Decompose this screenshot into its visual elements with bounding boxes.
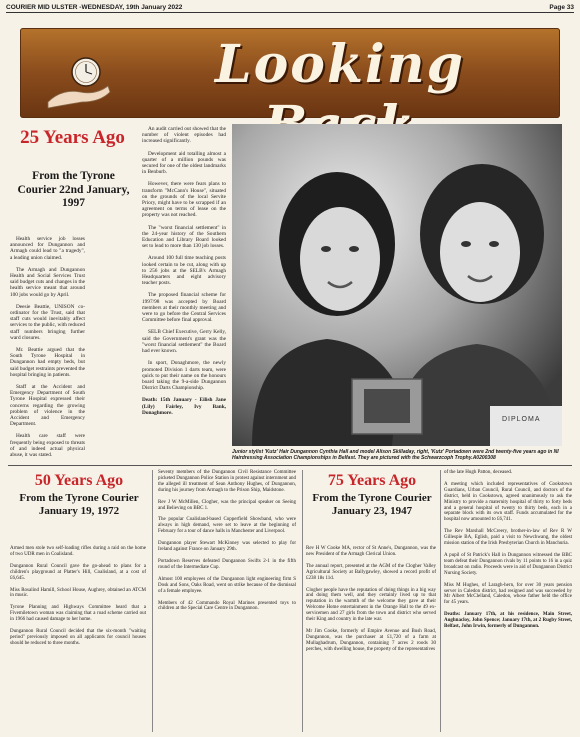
paragraph: Miss Rosalind Hamill, School House, Aughrey, obtained an ATCM in music. <box>10 587 146 599</box>
paragraph: The popular Coalisland-based Copperfield Showband, who were always in high demand, were set to leave at the beginning of February for a tour of dance halls in Manchester and Liverpool. <box>158 517 296 535</box>
archive-photo <box>232 124 562 446</box>
paragraph: Miss M Hughes, of Laragh-hern, for over 30 years pension server in Caledon district, had resigned and was succeeded by Mr Albert McClelland, Caledon, whose father held the office for 45 years. <box>444 582 572 606</box>
paragraph: A pupil of St Patrick's Hall in Dungannon witnessed the BBC team defeat their Dungannon rivals by 11 points to 16 in a quiz broadcast on radio. Proceeds were in aid of Dungannon District Nursing Society. <box>444 552 572 576</box>
diploma-sign: DIPLOMA <box>502 416 541 423</box>
paragraph: Mr. Beattie argued that the South Tyrone Hospital in Dungannon had empty beds, but said budget restraints prevented the hospital bringing in patients. <box>10 347 86 378</box>
photo-caption: Junior stylist 'Kutz' Hair Dungannon Cynthia Hall and model Alison Skilladay, right, 'Kutz' Portadown were 2nd twenty-five years ago in NI Hairdressing Association Championships in Belfast. They are pictured with the Schwarzcoph Trophy.A0200308 <box>232 449 559 461</box>
paragraph: The proposed financial scheme for 1997/98 was accepted by Board members at their monthly meeting and were to go before the Central Services Committee before final approval. <box>142 292 226 324</box>
subhead-75-years: From the Tyrone Courier January 23, 1947 <box>312 492 432 517</box>
paragraph: Development aid totalling almost a quarter of a million pounds was secured for one of the oldest landmarks in Benburb. <box>142 150 226 176</box>
column-50-right <box>158 470 296 618</box>
paragraph: Mr Jim Cooke, formerly of Empire Avenue and Bush Road, Dungannon, was the purchaser at £1,720 of a farm at Mullaghadrum, Dungannon, containing 7 acres 2 roods 30 perches, with dwelling house, the property of the representatives <box>306 628 436 652</box>
page-header <box>6 2 574 13</box>
subhead-25-years: From the Tyrone Courier 22nd January, 1997 <box>17 170 130 209</box>
column-25-left <box>10 236 85 464</box>
paragraph: SELB Chief Executive, Gerry Kelly, said the Government's grant was the "worst financial settlement" the Board had ever known. <box>142 329 226 355</box>
paragraph: In sport, Donaghmore, the newly promoted Division 1 darts team, were quick to put their name on the honours board taking the 9-a-side Dungannon District Darts Championship. <box>142 360 226 392</box>
paragraph: Tyrone Planning and Highways Committee heard that a Fivemiletown woman was claiming that a road scheme carried out in 1966 had caused damage to her home. <box>10 605 146 623</box>
paragraph: Armed men stole two self-loading rifles during a raid on the home of two UDR men in Coalisland. <box>10 546 146 557</box>
paragraph: Almost 100 employees of the Dungannon light engineering firm S Dosk and Sons, Oaks Road, went on strike because of the dismissal of a female employee. <box>158 576 296 594</box>
hand-with-clock-icon <box>44 56 118 110</box>
paragraph: The "worst financial settlement" in the 24-year history of the Southern Education and Library Board looked set to lead to more than 130 job losses. <box>142 224 226 250</box>
heading-75-years: 75 Years Ago <box>327 472 417 489</box>
paragraph: Health care staff were frequently being exposed to threats of and indeed actual physical abuse, it was stated. <box>10 433 85 459</box>
paragraph: The Armagh and Dungannon Health and Social Services Trust said budget cuts and changes in the health service meant that around 100 jobs would go by April. <box>10 266 85 298</box>
subhead-50-years: From the Tyrone Courier January 19, 1972 <box>19 492 139 517</box>
death-notices: Deaths: January 17th, at his residence, Main Street, Aughnacloy, John Spence; January 17th, at 2 Rugby Street, Belfast, John Irwin, formerly of Dungannon. <box>444 612 572 630</box>
paragraph: Health service job losses announced for Dungannon and Armagh could lead to "a tragedy", a leading union claimed. <box>10 236 85 261</box>
paragraph: Members of 42 Commando Royal Marines presented toys to children at the Special Care Centre in Dungannon. <box>158 600 296 612</box>
paragraph: Portadown Reserves defeated Dungannon Swifts 2-1 in the fifth round of the Intermediate Cup. <box>158 558 296 570</box>
paragraph: Rev J W McMillen, Clogher, was the principal speaker on Seeing and Believing on BBC 1. <box>158 499 296 511</box>
looking-back-banner <box>20 28 560 118</box>
heading-25-years: 25 Years Ago <box>20 127 125 148</box>
column-75-left <box>306 546 436 659</box>
banner-title: Looking <box>215 34 465 95</box>
paragraph: Deesie Beattie, UNISON co-ordinator for the Trust, said that staff cuts would inevitably affect services to the public, with reduced staff numbers bringing further ward closures. <box>10 303 86 341</box>
paragraph: of the late Hugh Patton, deceased. <box>444 470 513 475</box>
column-rule <box>440 470 441 732</box>
column-75-right <box>444 470 572 636</box>
paragraph: Around 100 full time teaching posts looked certain to be cut, along with up to 256 jobs at the SELB's Armagh Headquarters and eight advisory teacher posts. <box>142 255 226 287</box>
paragraph: However, there were fears plans to transform "McCann's House", situated on the grounds of the local Servite Priory, might have to be scrapped if an agreement on terms of lease on the property was not reached. <box>142 181 226 219</box>
paragraph: The Rev Marshall McCreery, brother-in-law of Rev R W Gillespie BA, Eglish, paid a visit to Newchwang, the oldest mission station of the Irish Presbyterian Church in Manchuria. <box>444 529 572 547</box>
paragraph: An audit carried out showed that the number of violent episodes had increased significantly. <box>142 126 226 145</box>
paragraph: Staff at the Accident and Emergency Department of South Tyrone Hospital expressed their concerns regarding the growing problem of violence in the Accident and Emergency Department. <box>10 384 85 428</box>
paragraph: Seventy members of the Dungannon Civil Resistance Committee picketed Dungannon Police Station in protest against internment and the alleged ill treatment of Sean Anthony Hughes, of Dungannon, during his journey from Armagh to the Prison Ship, Maidstone. <box>158 470 296 493</box>
paragraph: Dungannon Rural Council gave the go-ahead to plans for a children's playground at Platter's Hill, Coalisland, at a cost of £6,645. <box>10 563 146 581</box>
paragraph: Dungannon player Stewart McKinney was selected to play for Ireland against France on January 29th. <box>158 541 296 553</box>
section-divider <box>8 465 572 466</box>
column-50-left <box>10 546 146 653</box>
paper-dateline: COURIER MID ULSTER -WEDNESDAY, 19th January 2022 <box>6 3 183 11</box>
death-notice: Death: 15th January - Eilish Jane (Lily) Fairley, Ivy Bank, Donaghmore. <box>142 397 226 416</box>
paragraph: Clogher people have the reputation of doing things in a big way and doing them well, and they certainly lived up to that reputation in the warmth of the welcome they gave at their Welcome Home entertainment in the Orange Hall to the 49 ex-servicemen and 27 girls from the town and district who served their King and country in the late war. <box>306 587 436 623</box>
paragraph: A meeting which included representatives of Cookstown Guardians, Urban Council, Rural Council, and doctors of the district, held in Cookstown, agreed unanimously to ask the Ministry to provide a maternity hospital of thirty to forty beds and a general hospital of twenty to thirty beds, each in a separate block with its own staff. Funds accumulated for the hospital now amounted to £6,741. <box>444 481 572 523</box>
heading-50-years: 50 Years Ago <box>34 472 124 489</box>
column-rule <box>302 470 303 732</box>
column-rule <box>152 470 153 732</box>
paragraph: Rev H W Cooke MA, rector of St Anne's, Dungannon, was the new President of the Armagh Clerical Union. <box>306 546 436 557</box>
column-25-right <box>142 126 226 422</box>
page-number: Page 33 <box>549 3 574 11</box>
photo-illustration <box>232 124 562 446</box>
paragraph: Dungannon Rural Council decided that the six-month "waiting period" previously imposed on all applicants for council houses should be reduced to three months. <box>10 629 146 646</box>
paragraph: The annual report, presented at the AGM of the Clogher Valley Agricultural Society at Ballygawley, showed a record profit of £238 18s 11d. <box>306 563 436 581</box>
